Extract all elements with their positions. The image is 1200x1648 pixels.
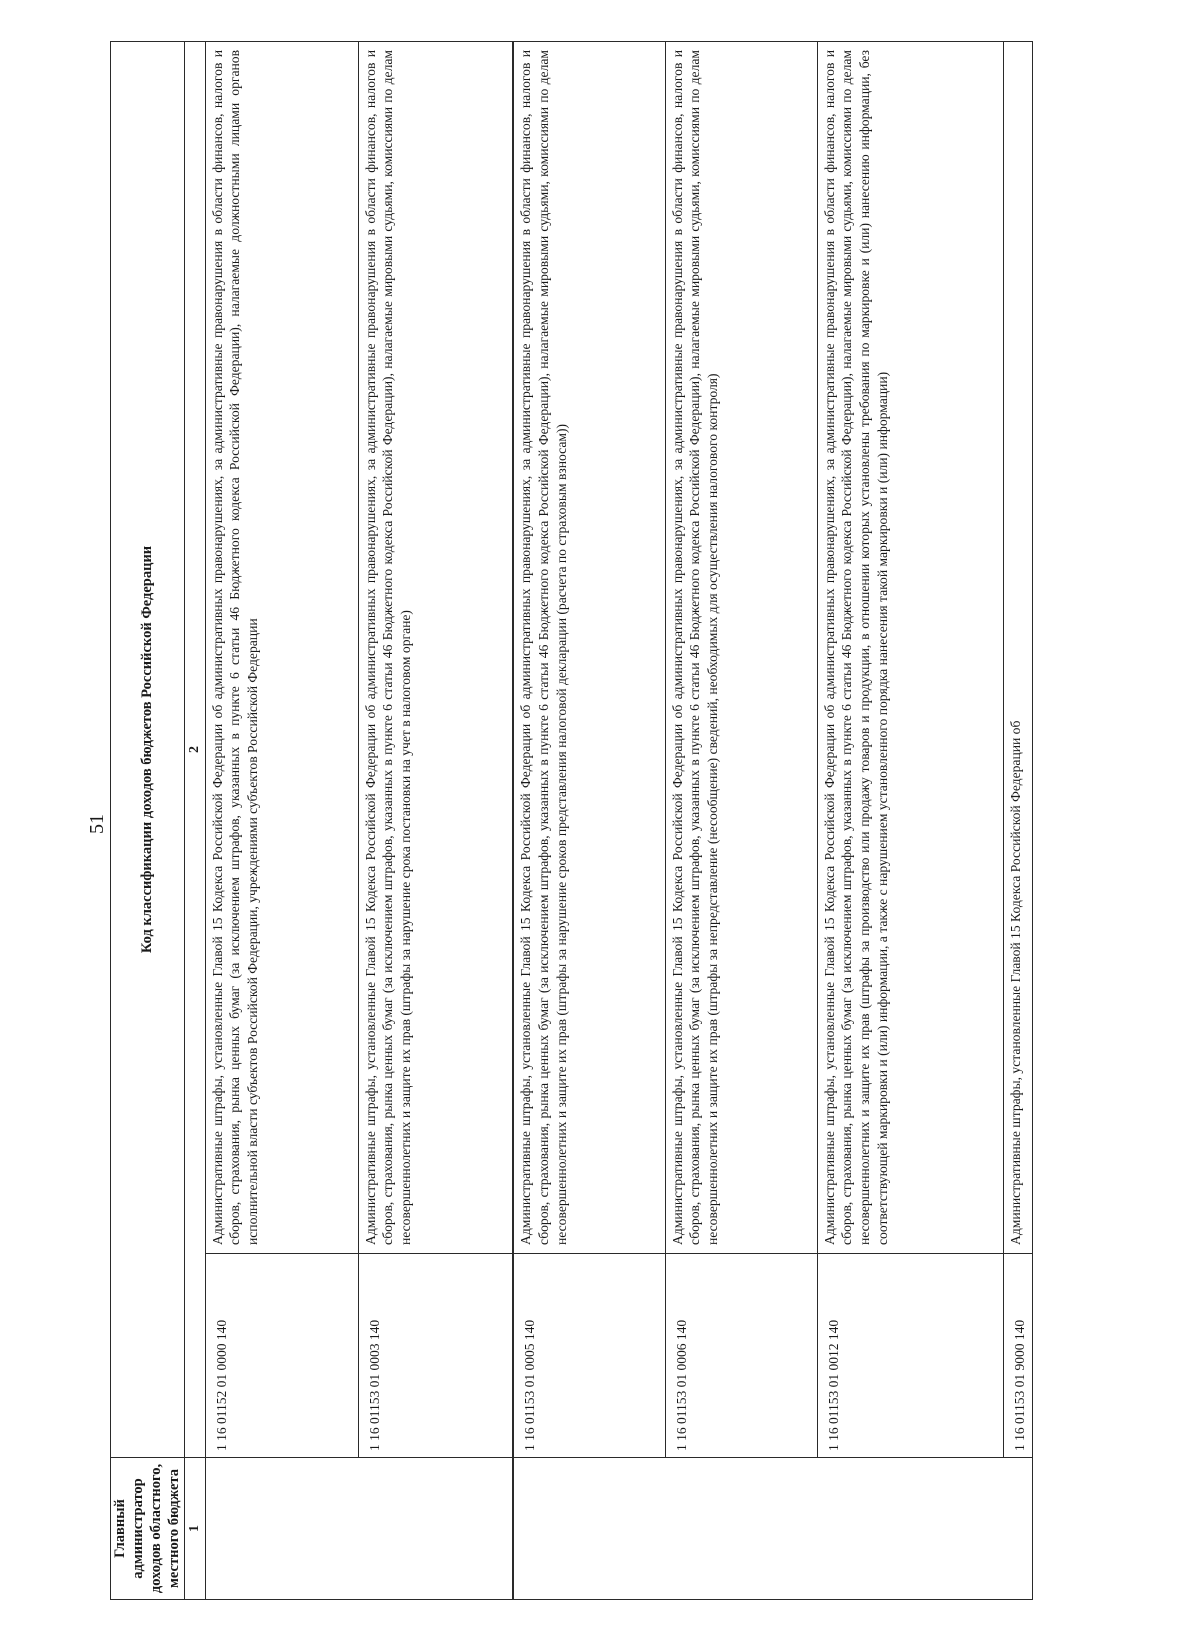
- classification-description: Административные штрафы, установленные Главой 15 Кодекса Российской Федерации об административных правонарушениях, за административные правонарушения в области финансов, налогов и сборов, страхования, рынка ценных бумаг (за исключением штрафов, указанных в пункте 6 статьи 46 Бюджетного кодекса Российской Федерации), налагаемые мировыми судьями, комиссиями по делам несовершеннолетних и защите их прав (штрафы за производство или продажу товаров и продукции, в отношении которых установлены требования по маркировке и (или) нанесению информации, без соответствующей маркировки и (или) информации, а также с нарушением установленного порядка нанесения такой маркировки и (или) информации): [817, 41, 1003, 1253]
- table-header-row: [111, 41, 185, 1599]
- column-number-2: 2: [184, 41, 205, 1457]
- admin-cell: [513, 1458, 1032, 1600]
- table-row: [817, 41, 1003, 1599]
- header-admin: Главный администратор доходов областного, местного бюджета: [111, 1458, 185, 1600]
- classification-code: 1 16 01153 01 9000 140: [1003, 1254, 1032, 1458]
- column-number-1: 1: [184, 1458, 205, 1600]
- table-row: [358, 41, 513, 1599]
- table-row: [665, 41, 817, 1599]
- column-number-row: [184, 41, 205, 1599]
- header-code: Код классификации доходов бюджетов Российской Федерации: [111, 41, 185, 1457]
- classification-description: Административные штрафы, установленные Главой 15 Кодекса Российской Федерации об административных правонарушениях, за административные правонарушения в области финансов, налогов и сборов, страхования, рынка ценных бумаг (за исключением штрафов, указанных в пункте 6 статьи 46 Бюджетного кодекса Российской Федерации), налагаемые должностными лицами органов исполнительной власти субъектов Российской Федерации, учреждениями субъектов Российской Федерации: [205, 41, 358, 1253]
- admin-cell: [205, 1458, 513, 1600]
- classification-description: Административные штрафы, установленные Главой 15 Кодекса Российской Федерации об административных правонарушениях, за административные правонарушения в области финансов, налогов и сборов, страхования, рынка ценных бумаг (за исключением штрафов, указанных в пункте 6 статьи 46 Бюджетного кодекса Российской Федерации), налагаемые мировыми судьями, комиссиями по делам несовершеннолетних и защите их прав (штрафы за нарушение сроков представления налоговой декларации (расчета по страховым взносам)): [513, 41, 665, 1253]
- classification-description: Административные штрафы, установленные Главой 15 Кодекса Российской Федерации об: [1003, 41, 1032, 1253]
- classification-code: 1 16 01152 01 0000 140: [205, 1254, 358, 1458]
- table-row: [1003, 41, 1032, 1599]
- classification-code: 1 16 01153 01 0006 140: [665, 1254, 817, 1458]
- table-row: [513, 41, 665, 1599]
- classification-code: 1 16 01153 01 0012 140: [817, 1254, 1003, 1458]
- table-row: [205, 41, 358, 1599]
- classification-code: 1 16 01153 01 0003 140: [358, 1254, 513, 1458]
- page-number: 51: [86, 814, 108, 834]
- classification-description: Административные штрафы, установленные Главой 15 Кодекса Российской Федерации об административных правонарушениях, за административные правонарушения в области финансов, налогов и сборов, страхования, рынка ценных бумаг (за исключением штрафов, указанных в пункте 6 статьи 46 Бюджетного кодекса Российской Федерации), налагаемые мировыми судьями, комиссиями по делам несовершеннолетних и защите их прав (штрафы за непредставление (несообщение) сведений, необходимых для осуществления налогового контроля): [665, 41, 817, 1253]
- classification-description: Административные штрафы, установленные Главой 15 Кодекса Российской Федерации об административных правонарушениях, за административные правонарушения в области финансов, налогов и сборов, страхования, рынка ценных бумаг (за исключением штрафов, указанных в пункте 6 статьи 46 Бюджетного кодекса Российской Федерации), налагаемые мировыми судьями, комиссиями по делам несовершеннолетних и защите их прав (штрафы за нарушение срока постановки на учет в налоговом органе): [358, 41, 513, 1253]
- classification-code: 1 16 01153 01 0005 140: [513, 1254, 665, 1458]
- revenue-classification-table: [110, 41, 1033, 1600]
